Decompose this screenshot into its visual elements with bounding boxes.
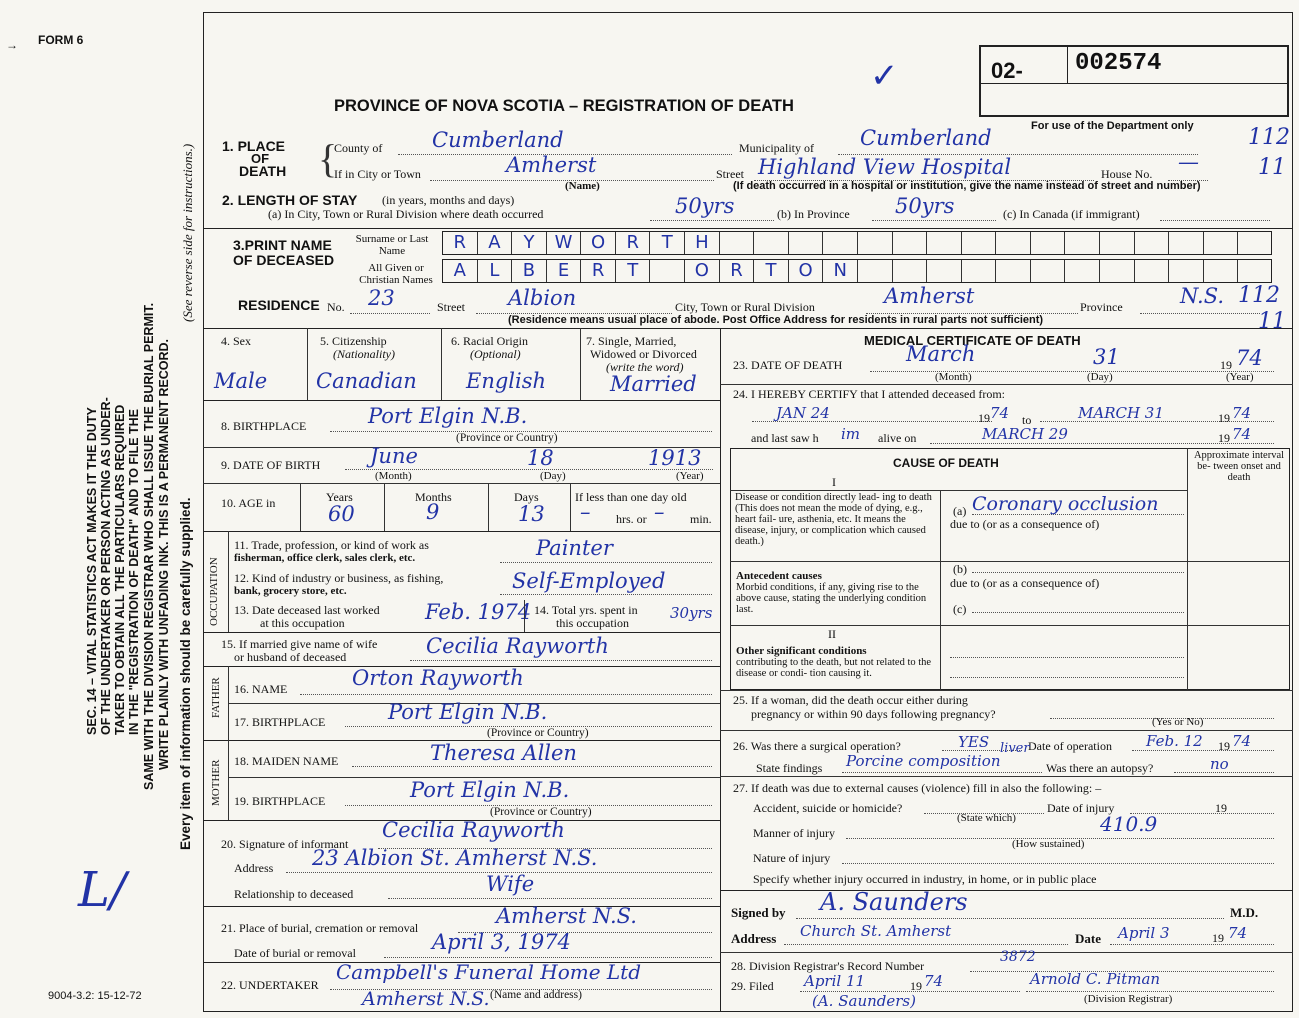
place-label: 1. PLACE	[222, 138, 286, 154]
signed-year-prefix: 19	[1212, 931, 1224, 945]
reg-prefix: 02-	[991, 58, 1023, 83]
birthplace-caption: (Province or Country)	[456, 432, 558, 444]
dob-day-caption: (Day)	[540, 470, 566, 482]
residence-province: N.S.	[1180, 284, 1225, 308]
manner-code: 410.9	[1100, 812, 1158, 836]
injury-year-prefix: 19	[1215, 801, 1227, 815]
surname-letter-cell	[1100, 232, 1135, 254]
industry-label-1: 12. Kind of industry or business, as fishing,	[234, 571, 444, 585]
informant-address-label: Address	[234, 861, 274, 875]
surname-letter-cell: A	[478, 232, 513, 254]
given-name-letter-cell: B	[512, 260, 547, 282]
other-conditions-label: contributing to the death, but not related to the disease or condi- tion causing it.	[736, 657, 932, 679]
age-min: –	[654, 500, 665, 524]
surname-letter-cell	[927, 232, 962, 254]
county-value: Cumberland	[432, 128, 564, 152]
surgery-value: YES	[958, 733, 990, 751]
age-hrs: –	[580, 500, 591, 524]
last-saw-date: MARCH 29	[982, 425, 1068, 443]
residence-label: RESIDENCE	[238, 297, 320, 313]
manner-label: Manner of injury	[753, 826, 835, 840]
municipality-label: Municipality of	[739, 141, 814, 155]
residence-no-label: No.	[327, 300, 345, 314]
undertaker-label: 22. UNDERTAKER	[221, 978, 319, 992]
dod-label: 23. DATE OF DEATH	[733, 358, 843, 372]
every-item-notice: Every item of information should be carefully supplied.	[178, 497, 193, 850]
autopsy-label: Was there an autopsy?	[1046, 761, 1154, 775]
sec14-line-6: WRITE PLAINLY WITH UNFADING INK. THIS IS A PERMANENT RECORD.	[157, 338, 171, 770]
dod-month-caption: (Month)	[935, 371, 972, 383]
informant-address: 23 Albion St. Amherst N.S.	[312, 846, 598, 870]
age-days: 13	[518, 502, 545, 526]
age-hrs-label: hrs. or	[616, 512, 647, 526]
accident-label: Accident, suicide or homicide?	[753, 801, 903, 815]
father-name-label: 16. NAME	[234, 682, 288, 696]
attended-from-date: JAN 24	[776, 404, 830, 422]
pregnancy-label-1: 25. If a woman, did the death occur either during	[733, 693, 968, 707]
burial-place-value: Amherst N.S.	[496, 904, 637, 928]
surname-letter-cell	[1031, 232, 1066, 254]
check-mark-icon: ✓	[870, 56, 899, 96]
sec14-line-1: SEC. 14 – VITAL STATISTICS ACT MAKES IT THE DUTY	[85, 407, 99, 735]
dob-year: 1913	[648, 446, 702, 470]
surname-letter-cell	[1204, 232, 1239, 254]
surname-letter-cell	[893, 232, 928, 254]
findings-label: State findings	[756, 761, 823, 775]
last-saw-label: and last saw h	[751, 431, 819, 445]
given-name-letter-cell: N	[823, 260, 858, 282]
form-label: FORM 6	[38, 33, 84, 47]
arrow-icon: →	[6, 38, 18, 52]
operation-year-prefix: 19	[1218, 739, 1230, 753]
stay-b-value: 50yrs	[895, 194, 955, 218]
last-saw-him: im	[841, 425, 861, 443]
surname-letter-cell	[858, 232, 893, 254]
sex-label: 4. Sex	[221, 334, 251, 348]
municipality-value: Cumberland	[860, 126, 992, 150]
age-months: 9	[426, 500, 440, 524]
spouse-label-1: 15. If married give name of wife	[221, 637, 378, 651]
marital-value: Married	[610, 372, 697, 396]
given-name-letter-cell	[651, 260, 686, 282]
dob-month: June	[370, 444, 418, 468]
racial-label: 6. Racial Origin	[451, 334, 528, 348]
total-years-value: 30yrs	[670, 604, 713, 622]
physician-signature: A. Saunders	[820, 888, 968, 916]
medical-title: MEDICAL CERTIFICATE OF DEATH	[864, 333, 1081, 348]
surgery-label: 26. Was there a surgical operation?	[733, 739, 901, 753]
cause-part-2: II	[828, 627, 836, 641]
cause-b-due-to: due to (or as a consequence of)	[950, 576, 1100, 590]
burial-date-value: April 3, 1974	[432, 930, 571, 954]
father-birthplace-caption: (Province or Country)	[487, 727, 589, 739]
sec14-line-2: OF THE UNDERTAKER OR PERSON ACTING AS UNDER-	[99, 397, 113, 735]
racial-sub: (Optional)	[470, 347, 521, 361]
direct-cause-label: Disease or condition directly lead- ing to death (This does not mean the mode of dying, e.g., heart fail- ure, asthenia, etc. It means the disease, injury, or complication which caused death.)	[735, 492, 932, 547]
surname-letter-cell: W	[547, 232, 582, 254]
spouse-label-2: or husband of deceased	[234, 650, 347, 664]
sec14-line-4: IN THE "REGISTRATION OF DEATH" AND TO FILE THE	[127, 409, 141, 735]
given-names-grid	[442, 259, 1272, 283]
dob-month-caption: (Month)	[375, 470, 412, 482]
pregnancy-caption: (Yes or No)	[1152, 716, 1204, 728]
given-name-letter-cell	[1066, 260, 1101, 282]
last-saw-year-prefix: 19	[1218, 431, 1230, 445]
maiden-name-value: Theresa Allen	[430, 741, 577, 765]
cause-part-1: I	[832, 475, 836, 489]
stay-label: 2. LENGTH OF STAY	[222, 192, 358, 208]
sec14-line-3: TAKER TO OBTAIN ALL THE PARTICULARS REQUIRED	[113, 404, 127, 735]
father-side-label: FATHER	[210, 677, 222, 718]
specify-label: Specify whether injury occurred in industry, in home, or in public place	[753, 872, 1097, 886]
citizenship-label: 5. Citizenship	[320, 334, 387, 348]
signed-by-label: Signed by	[731, 905, 786, 920]
mother-side-label: MOTHER	[210, 759, 222, 806]
given-name-letter-cell	[1169, 260, 1204, 282]
given-name-letter-cell: R	[720, 260, 755, 282]
informant-signature: Cecilia Rayworth	[382, 818, 565, 842]
trade-label-1: 11. Trade, profession, or kind of work as	[234, 538, 429, 552]
dod-year-prefix: 19	[1220, 358, 1232, 372]
form-code: 9004-3.2: 15-12-72	[48, 990, 142, 1002]
given-name-letter-cell	[996, 260, 1031, 282]
surname-letter-cell: H	[685, 232, 720, 254]
age-label: 10. AGE in	[221, 496, 276, 510]
sex-value: Male	[214, 369, 268, 393]
age-days-label: Days	[514, 490, 539, 504]
stay-b-label: (b) In Province	[777, 207, 850, 221]
external-label: 27. If death was due to external causes (violence) fill in also the following: –	[733, 781, 1102, 795]
occupation-side-label: OCCUPATION	[208, 557, 220, 626]
findings-value: Porcine composition	[846, 752, 1001, 770]
spouse-value: Cecilia Rayworth	[426, 634, 609, 658]
undertaker-caption: (Name and address)	[490, 989, 582, 1001]
surname-label: Surname or Last Name	[355, 233, 429, 257]
state-which-caption: (State which)	[957, 812, 1016, 824]
registration-number-box	[979, 45, 1289, 117]
burial-date-label: Date of burial or removal	[234, 946, 356, 960]
operation-date: Feb. 12	[1146, 732, 1203, 750]
surname-letter-cell: R	[443, 232, 478, 254]
residence-street-label: Street	[437, 300, 465, 314]
father-birthplace-value: Port Elgin N.B.	[388, 700, 548, 724]
last-worked-label-2: at this occupation	[260, 616, 345, 630]
trade-value: Painter	[536, 536, 613, 560]
place-death-label: DEATH	[239, 163, 287, 179]
given-name-letter-cell	[1238, 260, 1273, 282]
reg-number: 002574	[1075, 50, 1162, 77]
stay-label-note: (in years, months and days)	[382, 193, 515, 207]
interval-label: Approximate interval be- tween onset and death	[1193, 450, 1285, 483]
age-min-label: min.	[690, 512, 712, 526]
given-name-letter-cell	[858, 260, 893, 282]
injury-date-label: Date of injury	[1047, 801, 1115, 815]
undertaker-name: Campbell's Funeral Home Ltd	[336, 960, 642, 984]
citizenship-sub: (Nationality)	[333, 347, 395, 361]
physician-address: Church St. Amherst	[800, 922, 952, 940]
dod-day: 31	[1093, 345, 1120, 369]
relationship-value: Wife	[486, 872, 535, 896]
nature-label: Nature of injury	[753, 851, 831, 865]
dob-day: 18	[527, 446, 554, 470]
marital-label-1: 7. Single, Married,	[586, 334, 677, 348]
trade-label-2: fisherman, office clerk, sales clerk, etc.	[234, 552, 416, 564]
given-name-letter-cell	[1204, 260, 1239, 282]
marital-label-2: Widowed or Divorced	[590, 347, 697, 361]
surname-letter-cell: Y	[512, 232, 547, 254]
place-brace: {	[318, 136, 338, 181]
city-name-caption: (Name)	[565, 180, 600, 192]
pregnancy-label-2: pregnancy or within 90 days following pregnancy?	[751, 707, 996, 721]
house-value: —	[1178, 150, 1199, 174]
burial-place-label: 21. Place of burial, cremation or removal	[221, 921, 419, 935]
given-name-letter-cell	[962, 260, 997, 282]
age-less-label: If less than one day old	[575, 490, 687, 504]
last-worked-value: Feb. 1974	[425, 600, 532, 624]
to-label: to	[1022, 413, 1032, 427]
hospital-note: (If death occurred in a hospital or institution, give the name instead of street and number)	[733, 180, 1201, 192]
dept-code-3: 112	[1238, 283, 1280, 308]
mother-birthplace-value: Port Elgin N.B.	[410, 778, 570, 802]
surname-letter-cell	[1238, 232, 1273, 254]
county-label: County of	[334, 141, 383, 155]
physician-address-label: Address	[731, 931, 777, 946]
signed-date: April 3	[1118, 924, 1170, 942]
dod-month: March	[906, 342, 976, 366]
given-name-letter-cell: A	[443, 260, 478, 282]
dept-code-1: 112	[1248, 125, 1290, 150]
md-label: M.D.	[1230, 905, 1259, 920]
from-year-prefix: 19	[978, 411, 990, 425]
record-number: 3872	[1000, 949, 1036, 965]
dod-day-caption: (Day)	[1087, 371, 1113, 383]
last-saw-year: 74	[1232, 425, 1252, 443]
informant-sig-label: 20. Signature of informant	[221, 837, 349, 851]
given-name-letter-cell	[927, 260, 962, 282]
residence-note: (Residence means usual place of abode. Post Office Address for residents in rural parts not sufficient)	[508, 314, 1044, 326]
surname-letter-cell	[996, 232, 1031, 254]
to-year: 74	[1232, 404, 1252, 422]
autopsy-value: no	[1210, 755, 1229, 773]
signed-date-label: Date	[1075, 931, 1101, 946]
father-name-value: Orton Rayworth	[352, 666, 524, 690]
given-name-letter-cell: T	[754, 260, 789, 282]
surname-letter-cell: T	[651, 232, 686, 254]
operation-year: 74	[1232, 732, 1252, 750]
surname-letter-cell	[1169, 232, 1204, 254]
dod-year: 74	[1236, 346, 1263, 370]
relationship-label: Relationship to deceased	[234, 887, 354, 901]
undertaker-address: Amherst N.S.	[362, 988, 490, 1010]
residence-city-label: City, Town or Rural Division	[675, 300, 815, 314]
given-name-letter-cell: E	[547, 260, 582, 282]
cause-c-label: (c)	[953, 602, 967, 616]
street-value: Highland View Hospital	[758, 155, 1012, 179]
see-reverse-note: (See reverse side for instructions.)	[180, 143, 195, 322]
cause-a-due-to: due to (or as a consequence of)	[950, 517, 1100, 531]
print-name-label: 3.PRINT NAME	[233, 237, 332, 253]
cause-b-label: (b)	[953, 562, 967, 576]
dept-code-4: 11	[1258, 309, 1286, 334]
mother-birthplace-label: 19. BIRTHPLACE	[234, 794, 326, 808]
given-name-letter-cell: O	[789, 260, 824, 282]
filed-date: April 11	[804, 972, 866, 990]
citizenship-value: Canadian	[316, 369, 417, 393]
registrar-signature: Arnold C. Pitman	[1030, 970, 1161, 988]
given-name-letter-cell: L	[478, 260, 513, 282]
surname-letter-cell	[1135, 232, 1170, 254]
cause-title: CAUSE OF DEATH	[893, 456, 999, 470]
dob-label: 9. DATE OF BIRTH	[221, 458, 321, 472]
racial-value: English	[466, 369, 547, 393]
industry-label-2: bank, grocery store, etc.	[234, 585, 347, 597]
surname-letter-cell	[789, 232, 824, 254]
initials-mark: L/	[78, 862, 127, 918]
given-name-letter-cell	[1031, 260, 1066, 282]
residence-street: Albion	[508, 286, 577, 310]
filed-year: 74	[924, 972, 944, 990]
registrar-caption: (Division Registrar)	[1084, 993, 1173, 1005]
age-years: 60	[328, 502, 355, 526]
surname-letter-cell	[754, 232, 789, 254]
other-conditions-title: Other significant conditions	[736, 645, 867, 657]
dept-use-label: For use of the Department only	[1031, 120, 1194, 132]
total-years-label-1: 14. Total yrs. spent in	[534, 603, 638, 617]
city-label: If in City or Town	[334, 167, 421, 181]
findings-extra: liver	[1000, 741, 1030, 756]
total-years-label-2: this occupation	[556, 616, 629, 630]
house-label: House No.	[1101, 167, 1153, 181]
city-value: Amherst	[506, 153, 597, 177]
industry-value: Self-Employed	[512, 569, 666, 593]
sec14-line-5: SAME WITH THE DIVISION REGISTRAR WHO SHALL ISSUE THE BURIAL PERMIT.	[142, 302, 156, 790]
antecedent-label: Morbid conditions, if any, giving rise to the above cause, stating the underlying condition last.	[736, 582, 927, 615]
surname-letter-cell: R	[616, 232, 651, 254]
given-name-letter-cell	[1135, 260, 1170, 282]
marital-sub: (write the word)	[606, 360, 684, 374]
surname-letter-cell	[1066, 232, 1101, 254]
place-of-label: OF	[251, 151, 270, 166]
dod-year-caption: (Year)	[1226, 371, 1254, 383]
last-worked-label-1: 13. Date deceased last worked	[234, 603, 380, 617]
stay-a-label: (a) In City, Town or Rural Division where death occurred	[268, 207, 544, 221]
given-name-letter-cell: O	[685, 260, 720, 282]
father-birthplace-label: 17. BIRTHPLACE	[234, 715, 326, 729]
alive-on-label: alive on	[878, 431, 917, 445]
signed-year: 74	[1228, 924, 1248, 942]
given-name-letter-cell	[893, 260, 928, 282]
age-years-label: Years	[326, 490, 353, 504]
form-title: PROVINCE OF NOVA SCOTIA – REGISTRATION OF DEATH	[334, 97, 794, 115]
residence-province-label: Province	[1080, 300, 1123, 314]
stay-c-label: (c) In Canada (if immigrant)	[1003, 207, 1140, 221]
dob-year-caption: (Year)	[676, 470, 704, 482]
birthplace-value: Port Elgin N.B.	[368, 404, 528, 428]
given-names-label: All Given or Christian Names	[359, 262, 433, 286]
attended-to-date: MARCH 31	[1078, 404, 1164, 422]
given-name-letter-cell	[1100, 260, 1135, 282]
filed-label: 29. Filed	[731, 979, 774, 993]
surname-letter-cell: O	[581, 232, 616, 254]
filed-year-prefix: 19	[910, 979, 922, 993]
certify-label: 24. I HEREBY CERTIFY that I attended deceased from:	[733, 387, 1005, 401]
surname-grid	[442, 231, 1272, 255]
of-deceased-label: OF DECEASED	[233, 252, 335, 268]
street-label: Street	[716, 167, 744, 181]
record-number-label: 28. Division Registrar's Record Number	[731, 959, 925, 973]
residence-no: 23	[368, 286, 395, 310]
stay-a-value: 50yrs	[675, 194, 735, 218]
cause-a-value: Coronary occlusion	[972, 493, 1159, 515]
dept-code-2: 11	[1258, 155, 1286, 180]
registrar-note: (A. Saunders)	[812, 992, 916, 1010]
how-sustained-caption: (How sustained)	[1012, 838, 1085, 850]
surname-letter-cell	[823, 232, 858, 254]
cause-a-label: (a)	[953, 504, 967, 518]
given-name-letter-cell: T	[616, 260, 651, 282]
residence-city: Amherst	[884, 284, 975, 308]
surname-letter-cell	[720, 232, 755, 254]
surname-letter-cell	[962, 232, 997, 254]
operation-date-label: Date of operation	[1028, 739, 1112, 753]
from-year: 74	[990, 404, 1010, 422]
age-months-label: Months	[415, 490, 452, 504]
antecedent-title: Antecedent causes	[736, 570, 822, 582]
maiden-name-label: 18. MAIDEN NAME	[234, 754, 339, 768]
to-year-prefix: 19	[1218, 411, 1230, 425]
given-name-letter-cell: R	[581, 260, 616, 282]
birthplace-label: 8. BIRTHPLACE	[221, 419, 307, 433]
mother-birthplace-caption: (Province or Country)	[490, 806, 592, 818]
